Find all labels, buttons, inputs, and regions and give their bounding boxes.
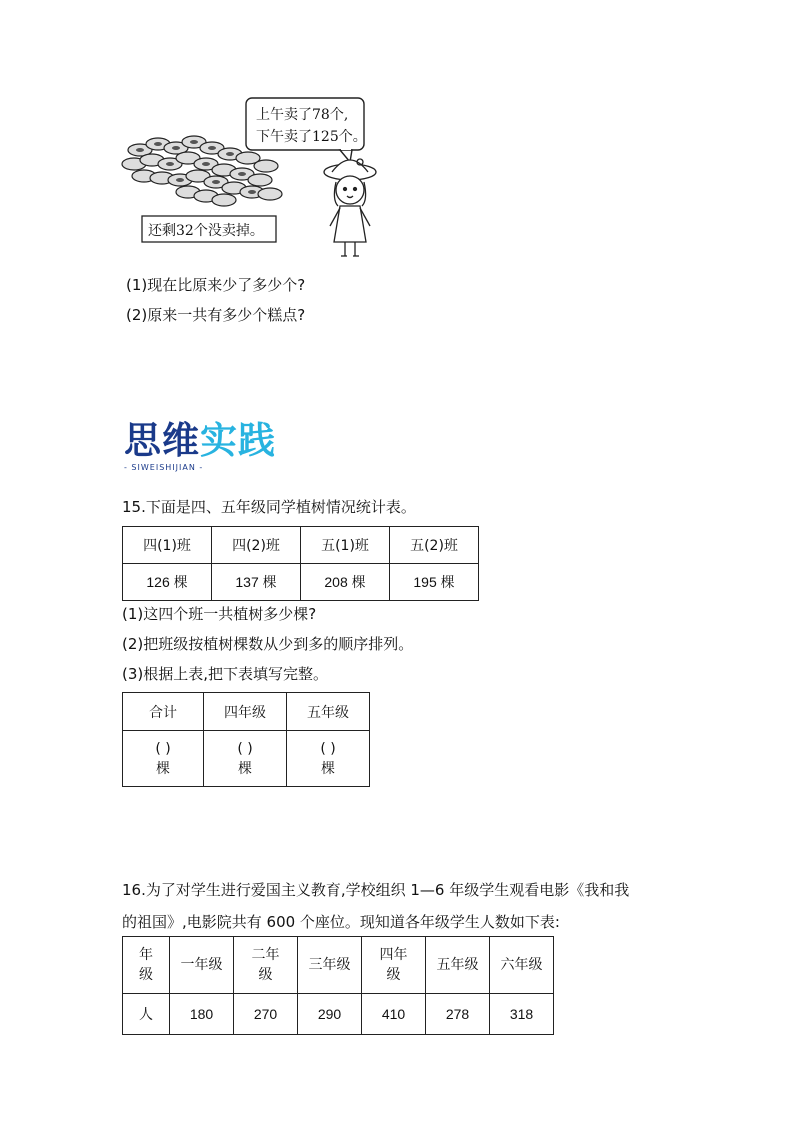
unit: 棵 (238, 760, 252, 777)
q15-fill-table (122, 692, 370, 787)
q16-stem-line-1: 16.为了对学生进行爱国主义教育,学校组织 1—6 年级学生观看电影《我和我 (122, 881, 630, 899)
table-header-cell: 五年级 (287, 693, 370, 731)
table-header-cell: 四年 级 (362, 937, 426, 994)
tree-count: 137 棵 (235, 574, 277, 590)
tree-count: 195 棵 (413, 574, 455, 590)
q15-sub-2: (2)把班级按植树棵数从少到多的顺序排列。 (122, 635, 414, 653)
table-header-cell: 三年级 (298, 937, 362, 994)
table-header-cell: 四(2)班 (212, 527, 301, 564)
table-header-cell: 六年级 (490, 937, 554, 994)
row-header-char: 年 (139, 947, 153, 963)
q15-sub-3: (3)根据上表,把下表填写完整。 (122, 665, 329, 683)
student-count: 410 (381, 1005, 406, 1022)
fill-blank-cell[interactable] (123, 731, 204, 787)
bubble-line-2: 下午卖了125个。 (256, 129, 367, 145)
q16-grade-table (122, 936, 554, 1035)
table-value-cell (170, 994, 234, 1035)
student-count: 290 (317, 1005, 342, 1022)
table-value-cell (490, 994, 554, 1035)
row-header-cell (123, 937, 170, 994)
table-header-cell: 四(1)班 (123, 527, 212, 564)
logo-subtitle: - SIWEISHIJIAN - (124, 463, 204, 472)
q15-stem: 15.下面是四、五年级同学植树情况统计表。 (122, 498, 416, 516)
q14-sub-2: (2)原来一共有多少个糕点? (126, 306, 306, 324)
table-header-cell: 五(1)班 (301, 527, 390, 564)
table-value-cell (123, 564, 212, 601)
logo-part-1: 思维 (124, 419, 200, 462)
tree-count: 126 棵 (146, 574, 188, 590)
section-logo (124, 420, 274, 476)
table-value-cell (234, 994, 298, 1035)
q15-tree-table (122, 526, 479, 601)
blank: ( ) (155, 740, 171, 757)
bubble-line-1: 上午卖了78个, (256, 107, 349, 123)
logo-part-2: 实践 (200, 419, 276, 462)
table-value-cell (298, 994, 362, 1035)
table-header-cell: 五(2)班 (390, 527, 479, 564)
student-count: 270 (253, 1005, 278, 1022)
remaining-text: 还剩32个没卖掉。 (148, 223, 264, 239)
fill-blank-cell[interactable] (204, 731, 287, 787)
student-count: 318 (509, 1005, 534, 1022)
blank: ( ) (320, 740, 336, 757)
table-value-cell (212, 564, 301, 601)
table-value-cell (362, 994, 426, 1035)
table-header-cell: 四年级 (204, 693, 287, 731)
table-value-cell (301, 564, 390, 601)
q16-stem-line-2: 的祖国》,电影院共有 600 个座位。现知道各年级学生人数如下表: (122, 913, 560, 931)
logo-title (124, 420, 274, 462)
row-header-char: 级 (139, 967, 153, 983)
table-header-cell: 合计 (123, 693, 204, 731)
q15-sub-1: (1)这四个班一共植树多少棵? (122, 605, 317, 623)
table-value-cell (390, 564, 479, 601)
q14-sub-1: (1)现在比原来少了多少个? (126, 276, 306, 294)
tree-count: 208 棵 (324, 574, 366, 590)
table-header-cell: 五年级 (426, 937, 490, 994)
table-header-cell: 一年级 (170, 937, 234, 994)
table-header-cell: 二年 级 (234, 937, 298, 994)
unit: 棵 (156, 760, 170, 777)
cake-sale-illustration (118, 92, 408, 267)
student-count: 278 (445, 1005, 470, 1022)
girl-icon (324, 159, 376, 256)
table-value-cell (426, 994, 490, 1035)
row-header-cell: 人 (123, 994, 170, 1035)
student-count: 180 (189, 1005, 214, 1022)
fill-blank-cell[interactable] (287, 731, 370, 787)
blank: ( ) (237, 740, 253, 757)
unit: 棵 (321, 760, 335, 777)
